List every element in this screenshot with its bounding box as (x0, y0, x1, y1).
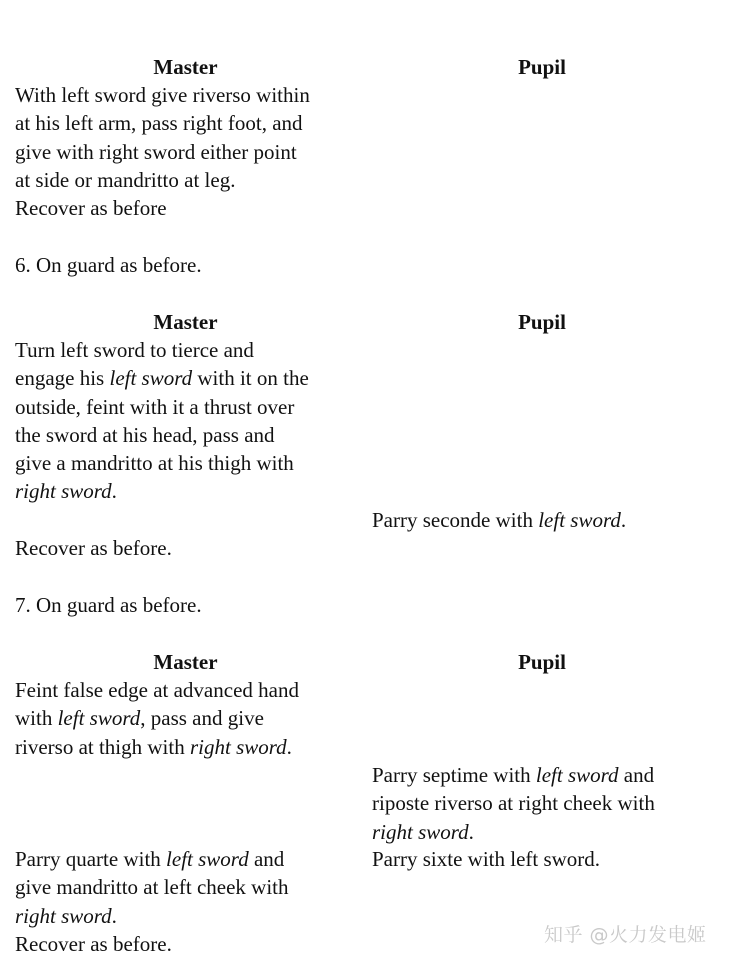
text-line: Turn left sword to tierce and (15, 338, 254, 362)
text-span: , pass and give (140, 706, 264, 731)
text-span: with (15, 706, 58, 731)
watermark: 知乎 @火力发电姬 (544, 924, 707, 946)
text-line: give mandritto at left cheek with (15, 875, 289, 900)
guard-6: 6. On guard as before. (15, 253, 202, 277)
text-line: Feint false edge at advanced hand (15, 678, 299, 702)
text-line (372, 818, 712, 846)
text-line (15, 902, 356, 930)
pupil-header-2: Pupil (518, 310, 566, 334)
text-span: Parry septime with (372, 763, 536, 787)
text-span: . (468, 819, 474, 844)
master-header-3: Master (153, 650, 218, 674)
text-span: . (111, 903, 117, 928)
recover-1: Recover as before (15, 196, 167, 220)
text-span: . (286, 734, 292, 759)
text-span: . (111, 479, 117, 504)
text-line: the sword at his head, pass and (15, 422, 275, 447)
text-line: riposte riverso at right cheek with (372, 791, 655, 816)
recover-3: Recover as before. (15, 932, 172, 956)
text-span: and (248, 847, 285, 871)
text-span: Parry seconde with (372, 508, 539, 532)
italic-span: left sword (535, 763, 619, 787)
text-line (15, 733, 356, 761)
pupil-header-1: Pupil (518, 55, 566, 79)
text-line (15, 845, 356, 873)
italic-span: right sword (15, 903, 112, 928)
text-span: engage his (15, 366, 110, 391)
text-span: with it on the (192, 366, 309, 391)
text-line: outside, feint with it a thrust over (15, 394, 295, 419)
text-line (15, 704, 356, 732)
text-span: Parry quarte with (15, 847, 167, 871)
italic-span: left sword (109, 366, 193, 391)
text-line (15, 364, 356, 392)
master-action-3b (15, 845, 356, 930)
text-line: With left sword give riverso within (15, 83, 310, 107)
text-line: at side or mandritto at leg. (15, 167, 236, 192)
italic-span: right sword (372, 819, 469, 844)
italic-span: left sword (166, 847, 249, 871)
text-line: at his left arm, pass right foot, and (15, 111, 303, 136)
text-line (372, 761, 712, 789)
text-span: riverso at thigh with (15, 734, 190, 759)
text-line (15, 477, 356, 505)
text-line: give with right sword either point (15, 139, 297, 164)
master-header-1: Master (153, 55, 218, 79)
italic-span: left sword (538, 508, 621, 532)
master-action-2 (15, 336, 356, 506)
pupil-header-3: Pupil (518, 650, 566, 674)
pupil-action-3b: Parry sixte with left sword. (372, 847, 601, 871)
guard-7: 7. On guard as before. (15, 593, 202, 617)
text-span: and (618, 763, 655, 787)
italic-span: right sword (189, 734, 287, 759)
master-action-1 (15, 81, 356, 194)
text-line: give a mandritto at his thigh with (15, 451, 294, 476)
pupil-action-3a (372, 761, 712, 846)
master-action-3 (15, 676, 356, 761)
italic-span: right sword (15, 479, 112, 504)
pupil-action-2 (372, 506, 712, 534)
recover-2: Recover as before. (15, 536, 172, 560)
text-span: . (620, 508, 627, 532)
master-header-2: Master (153, 310, 218, 334)
italic-span: left sword (57, 706, 141, 731)
